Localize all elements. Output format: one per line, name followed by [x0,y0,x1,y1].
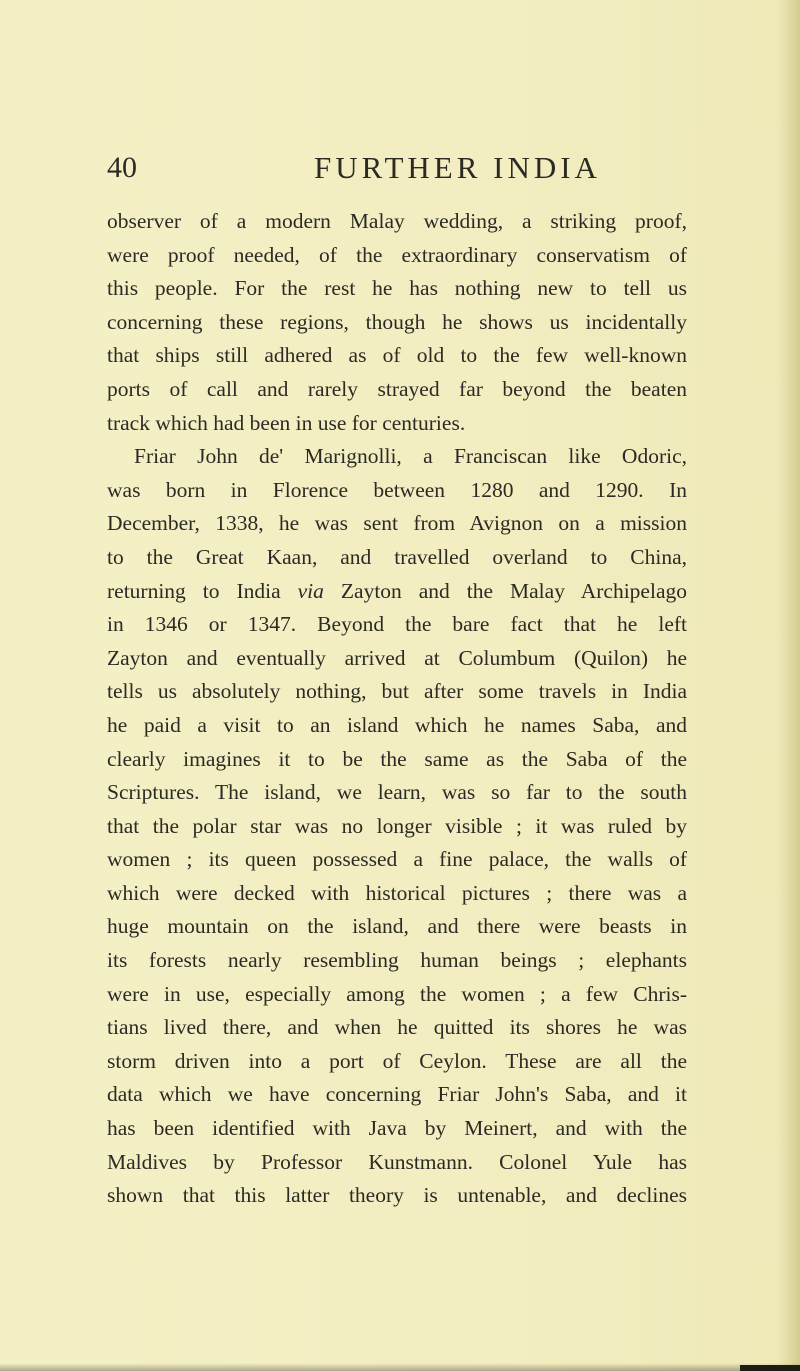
text-line: clearly imagines it to be the same as the Saba of the [107,746,687,771]
text-line: which were decked with historical pictures ; there was a [107,880,687,905]
text-line: he paid a visit to an island which he names Saba, and [107,712,687,737]
text-line: storm driven into a port of Ceylon. These are all the [107,1048,687,1073]
text-line: were proof needed, of the extraordinary conservatism of [107,242,687,267]
bottom-corner-shadow [740,1365,800,1371]
bottom-page-edge [0,1363,800,1371]
text-line: to the Great Kaan, and travelled overland to China, [107,544,687,569]
paragraph-start-line: Friar John de' Marignolli, a Franciscan like Odoric, [134,444,687,469]
page-edge-shadow [778,0,800,1371]
text-line: Scriptures. The island, we learn, was so far to the south [107,780,687,805]
text-line: observer of a modern Malay wedding, a striking proof, [107,209,687,233]
text-line: women ; its queen possessed a fine palace, the walls of [107,847,687,872]
text-line: returning to India via Zayton and the Malay Archipelago [107,578,687,603]
running-title: FURTHER INDIA [314,150,601,185]
text-line: its forests nearly resembling human beings ; elephants [107,948,687,973]
text-line: data which we have concerning Friar John's Saba, and it [107,1082,687,1107]
text-line: were in use, especially among the women ; a few Chris- [107,981,687,1006]
page-number: 40 [107,151,137,184]
text-line: tians lived there, and when he quitted its shores he was [107,1015,687,1040]
text-line: tells us absolutely nothing, but after some travels in India [107,679,687,704]
text-line: Zayton and eventually arrived at Columbum (Quilon) he [107,645,687,670]
text-line: December, 1338, he was sent from Avignon on a mission [107,511,687,536]
text-line: Maldives by Professor Kunstmann. Colonel Yule has [107,1149,687,1174]
text-line: shown that this latter theory is untenable, and declines [107,1183,687,1208]
text-line: huge mountain on the island, and there were beasts in [107,914,687,939]
italic-word: via [297,578,324,603]
text-line: that the polar star was no longer visible ; it was ruled by [107,813,687,838]
text-line: in 1346 or 1347. Beyond the bare fact that he left [107,612,687,637]
paragraph-end-line: track which had been in use for centuries. [107,410,466,435]
body-text [107,205,687,1213]
text-line: was born in Florence between 1280 and 1290. In [107,477,687,502]
text-line: that ships still adhered as of old to the few well-known [107,343,687,368]
text-line: concerning these regions, though he shows us incidentally [107,309,687,334]
text-line: has been identified with Java by Meinert, and with the [107,1116,687,1141]
page-header [107,148,687,188]
text-line: ports of call and rarely strayed far beyond the beaten [107,376,687,401]
text-line: this people. For the rest he has nothing new to tell us [107,276,687,301]
